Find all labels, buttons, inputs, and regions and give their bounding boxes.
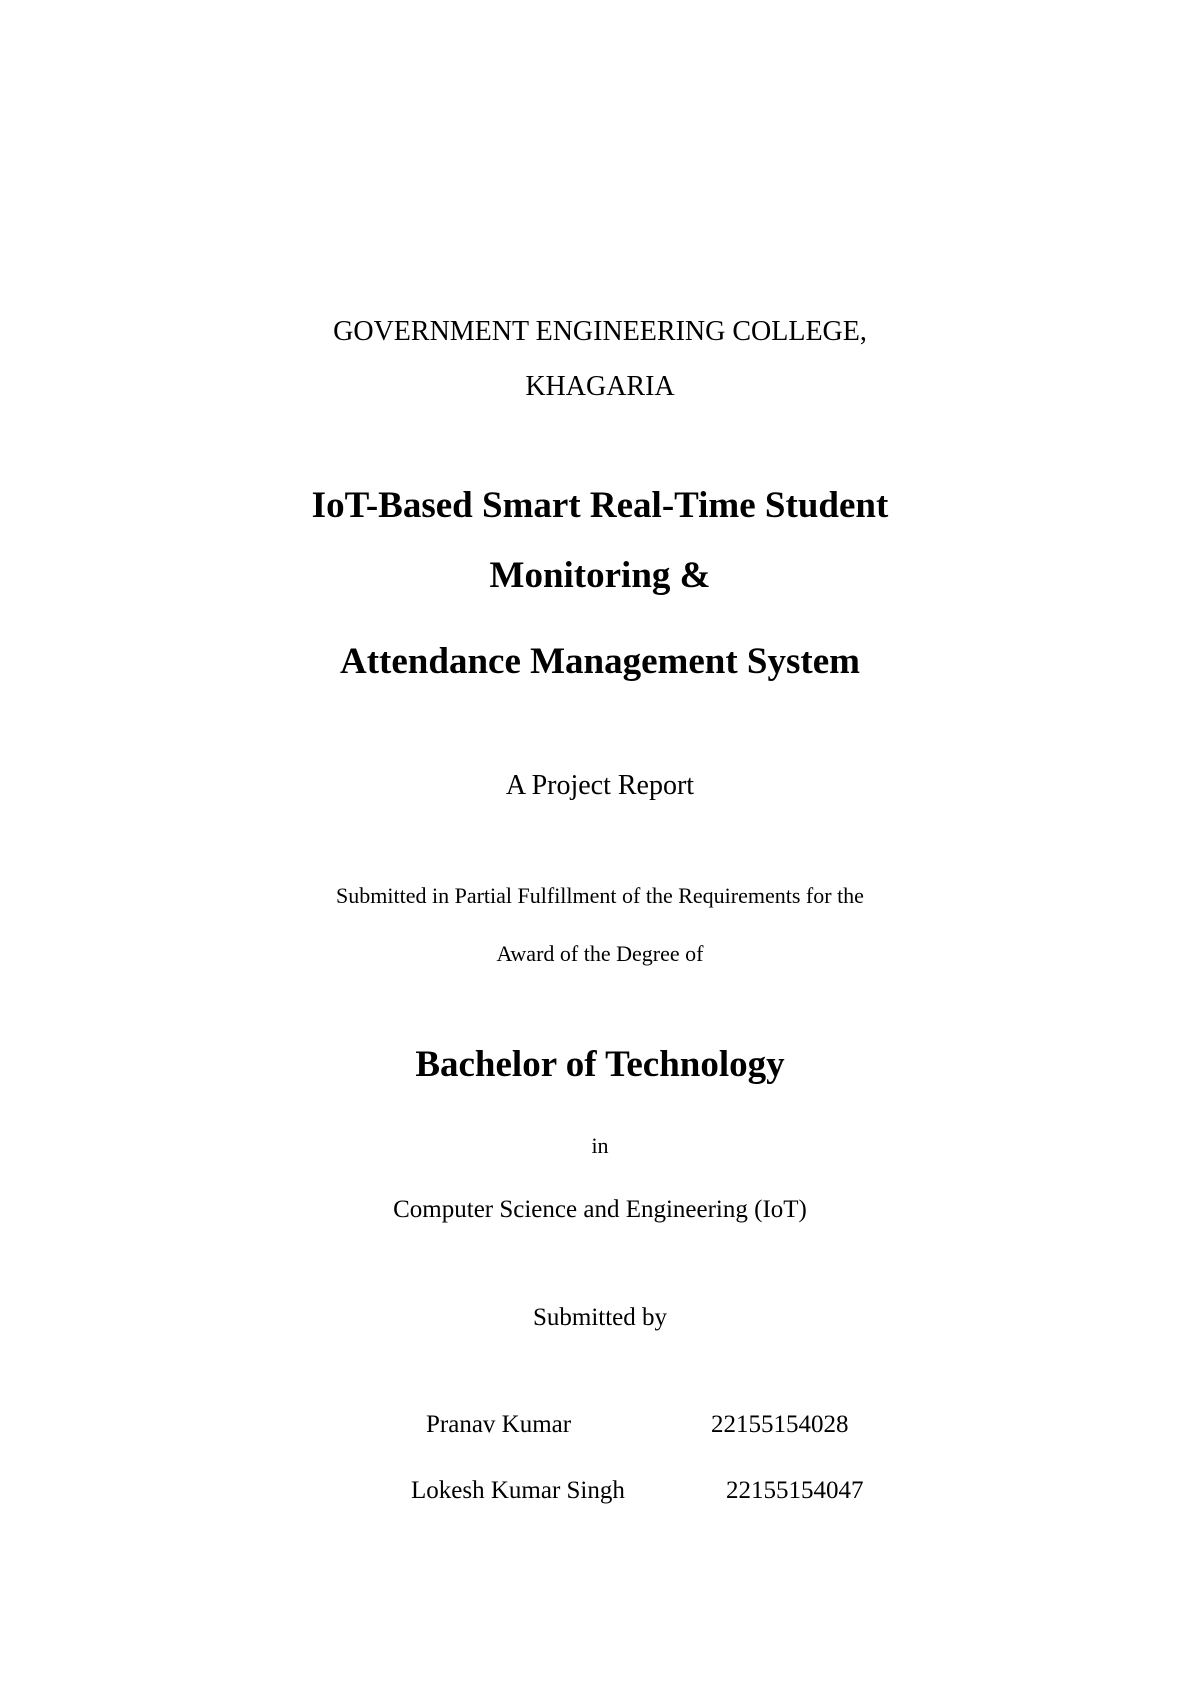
- college-name-line2: KHAGARIA: [525, 371, 675, 402]
- student-name: Pranav Kumar: [426, 1411, 572, 1438]
- report-type: A Project Report: [505, 770, 695, 801]
- college-name-line1: GOVERNMENT ENGINEERING COLLEGE,: [333, 316, 867, 347]
- submitted-by-label: Submitted by: [532, 1304, 668, 1331]
- submission-text-line1: Submitted in Partial Fulfillment of the Requirements for the: [336, 883, 864, 908]
- student-roll-number: 22155154028: [711, 1411, 849, 1438]
- student-roll-number: 22155154047: [726, 1477, 864, 1504]
- student-name: Lokesh Kumar Singh: [411, 1477, 625, 1504]
- submission-text-line2: Award of the Degree of: [496, 941, 704, 966]
- degree-name: Bachelor of Technology: [415, 1044, 785, 1085]
- project-title-line1: IoT-Based Smart Real-Time Student: [311, 485, 889, 526]
- department-name: Computer Science and Engineering (IoT): [393, 1196, 807, 1223]
- project-title-line2: Monitoring &: [489, 555, 711, 596]
- degree-connector: in: [591, 1133, 609, 1158]
- project-title-line3: Attendance Management System: [340, 641, 860, 682]
